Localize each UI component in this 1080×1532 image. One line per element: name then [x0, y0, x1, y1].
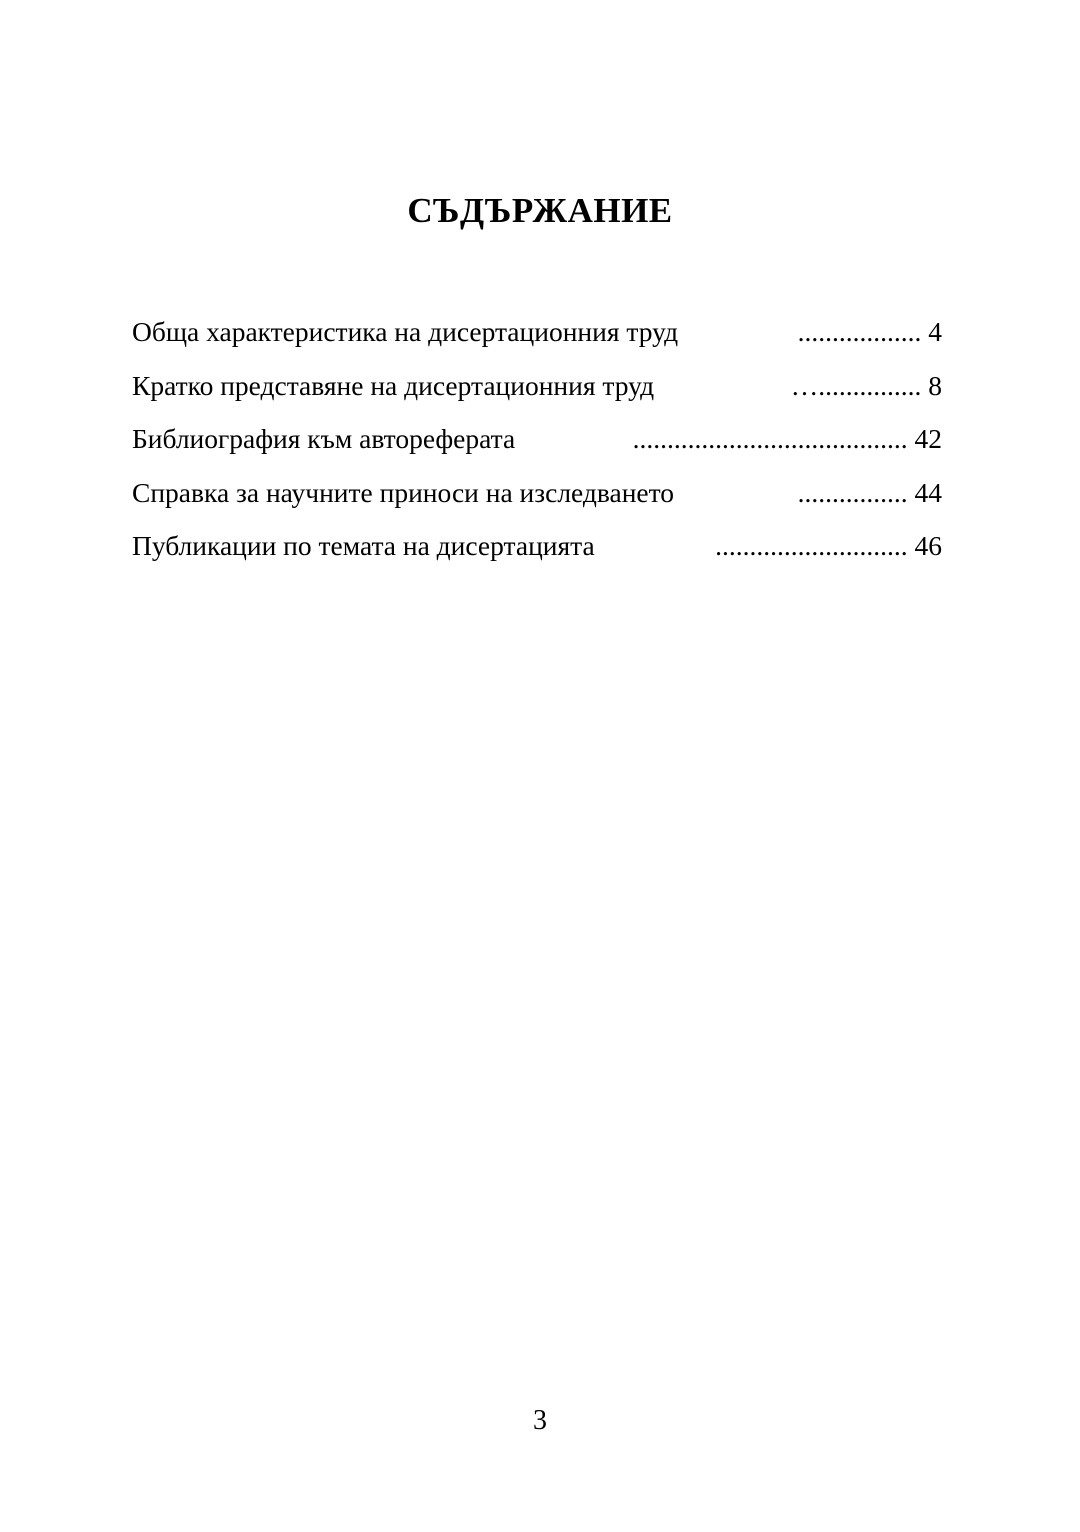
toc-entry-leader: …...............	[790, 369, 922, 401]
toc-entry	[132, 359, 942, 413]
page-number: 3	[533, 1405, 547, 1436]
toc-entry-page: 4	[928, 316, 942, 347]
toc-entry-leader: ..................	[797, 316, 922, 347]
toc-entry-title: Библиография към автореферата	[132, 423, 516, 454]
toc-entry-page: 46	[914, 530, 942, 561]
page-title: СЪДЪРЖАНИЕ	[407, 191, 673, 230]
toc-entry-title: Публикации по темата на дисертацията	[132, 530, 595, 561]
toc-entry-page: 42	[914, 423, 942, 454]
table-of-contents	[132, 305, 942, 573]
toc-entry-page: 44	[914, 476, 942, 508]
toc-entry-leader: ................	[797, 476, 908, 508]
toc-entry	[132, 305, 942, 359]
toc-entry-leader: ............................	[715, 530, 908, 561]
toc-entry	[132, 412, 942, 466]
toc-entry	[132, 466, 942, 520]
toc-entry-title: Справка за научните приноси на изследването	[132, 476, 675, 508]
toc-entry-title: Кратко представяне на дисертационния труд	[132, 369, 655, 401]
toc-entry-title: Обща характеристика на дисертационния труд	[132, 316, 679, 347]
toc-entry-leader: ........................................	[632, 423, 908, 454]
toc-entry	[132, 519, 942, 573]
toc-entry-page: 8	[928, 369, 942, 401]
